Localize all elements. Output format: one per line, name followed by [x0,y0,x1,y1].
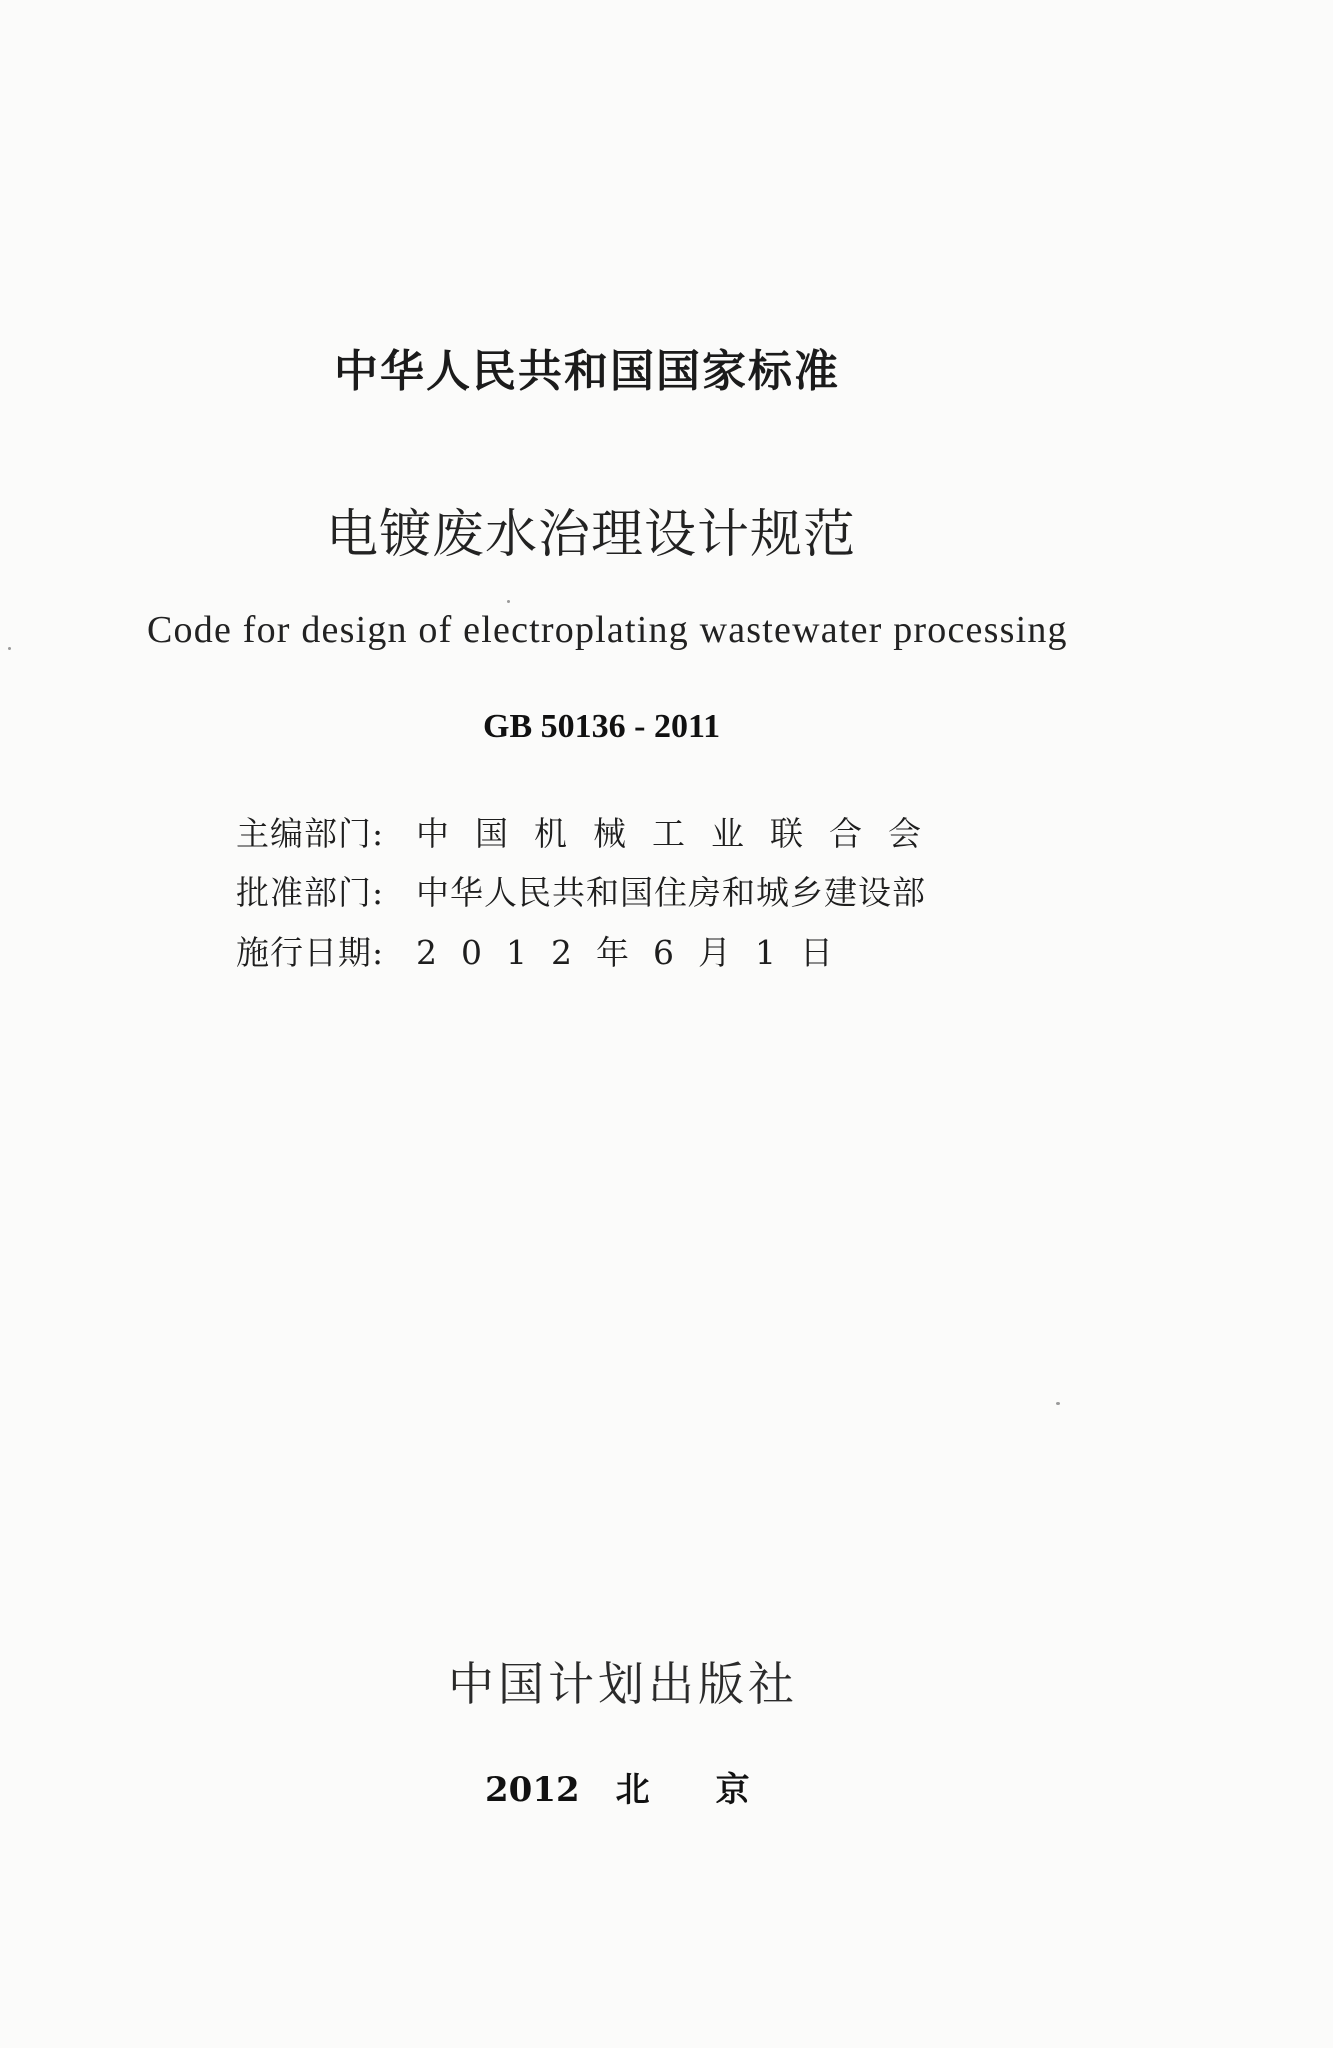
standard-code: GB 50136 - 2011 [483,708,721,745]
publication-year-place [485,1762,816,1811]
scan-speck [8,647,11,650]
scan-speck [507,600,510,603]
editor-department-row [236,806,947,856]
scan-speck [1056,1402,1060,1405]
approval-department-row [236,865,926,915]
publisher-name: 中国计划出版社 [448,1657,798,1711]
document-title-english: Code for design of electroplating wastewater processing [147,609,1068,651]
standard-organization-heading: 中华人民共和国国家标准 [334,346,840,397]
effective-date-label: 施行日期: [236,932,385,972]
approval-department-value: 中华人民共和国住房和城乡建设部 [416,872,926,912]
publication-place: 北京 [615,1770,816,1810]
document-title-chinese: 电镀废水治理设计规范 [326,505,857,565]
effective-date-row [236,925,857,975]
publication-year: 2012 [485,1770,580,1810]
effective-date-value: 2012年6月1日 [416,932,857,972]
editor-department-label: 主编部门: [236,813,385,853]
editor-department-value: 中国机械工业联合会 [416,813,947,853]
approval-department-label: 批准部门: [236,872,385,912]
